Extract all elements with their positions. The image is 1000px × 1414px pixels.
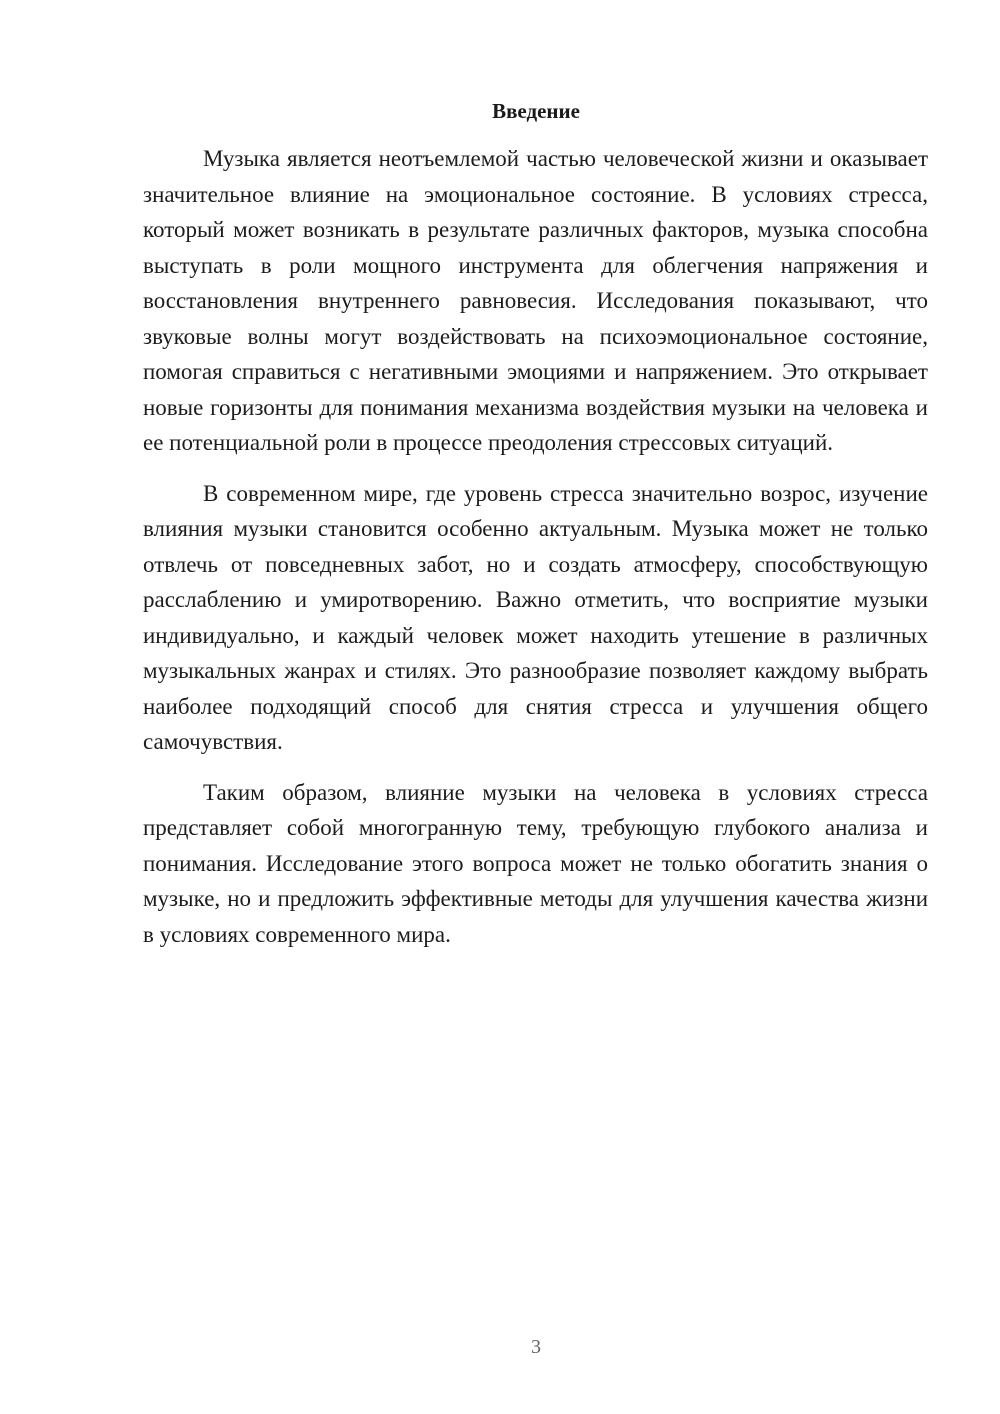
paragraph-3: Таким образом, влияние музыки на человека в условиях стресса представляет собой многогранную тему, требующую глубокого анализа и понимания. Исследование этого вопроса может не только обогатить знания о музыке, но и предложить эффективные методы для улучшения качества жизни в условиях современного мира. [143, 779, 928, 947]
page-number: 3 [531, 1336, 541, 1358]
paragraph-2: В современном мире, где уровень стресса значительно возрос, изучение влияния музыки становится особенно актуальным. Музыка может не только отвлечь от повседневных забот, но и создать атмосферу, способствующую расслаблению и умиротворению. Важно отметить, что восприятие музыки индивидуально, и каждый человек может находить утешение в различных музыкальных жанрах и стилях. Это разнообразие позволяет каждому выбрать наиболее подходящий способ для снятия стресса и улучшения общего самочувствия. [143, 480, 928, 754]
paragraph-1: Музыка является неотъемлемой частью человеческой жизни и оказывает значительное влияние на эмоциональное состояние. В условиях стресса, который может возникать в результате различных факторов, музыка способна выступать в роли мощного инструмента для облегчения напряжения и восстановления внутреннего равновесия. Исследования показывают, что звуковые волны могут воздействовать на психоэмоциональное состояние, помогая справиться с негативными эмоциями и напряжением. Это открывает новые горизонты для понимания механизма воздействия музыки на человека и ее потенциальной роли в процессе преодоления стрессовых ситуаций. [143, 146, 928, 455]
section-heading: Введение [492, 99, 580, 123]
body-text [143, 141, 928, 952]
